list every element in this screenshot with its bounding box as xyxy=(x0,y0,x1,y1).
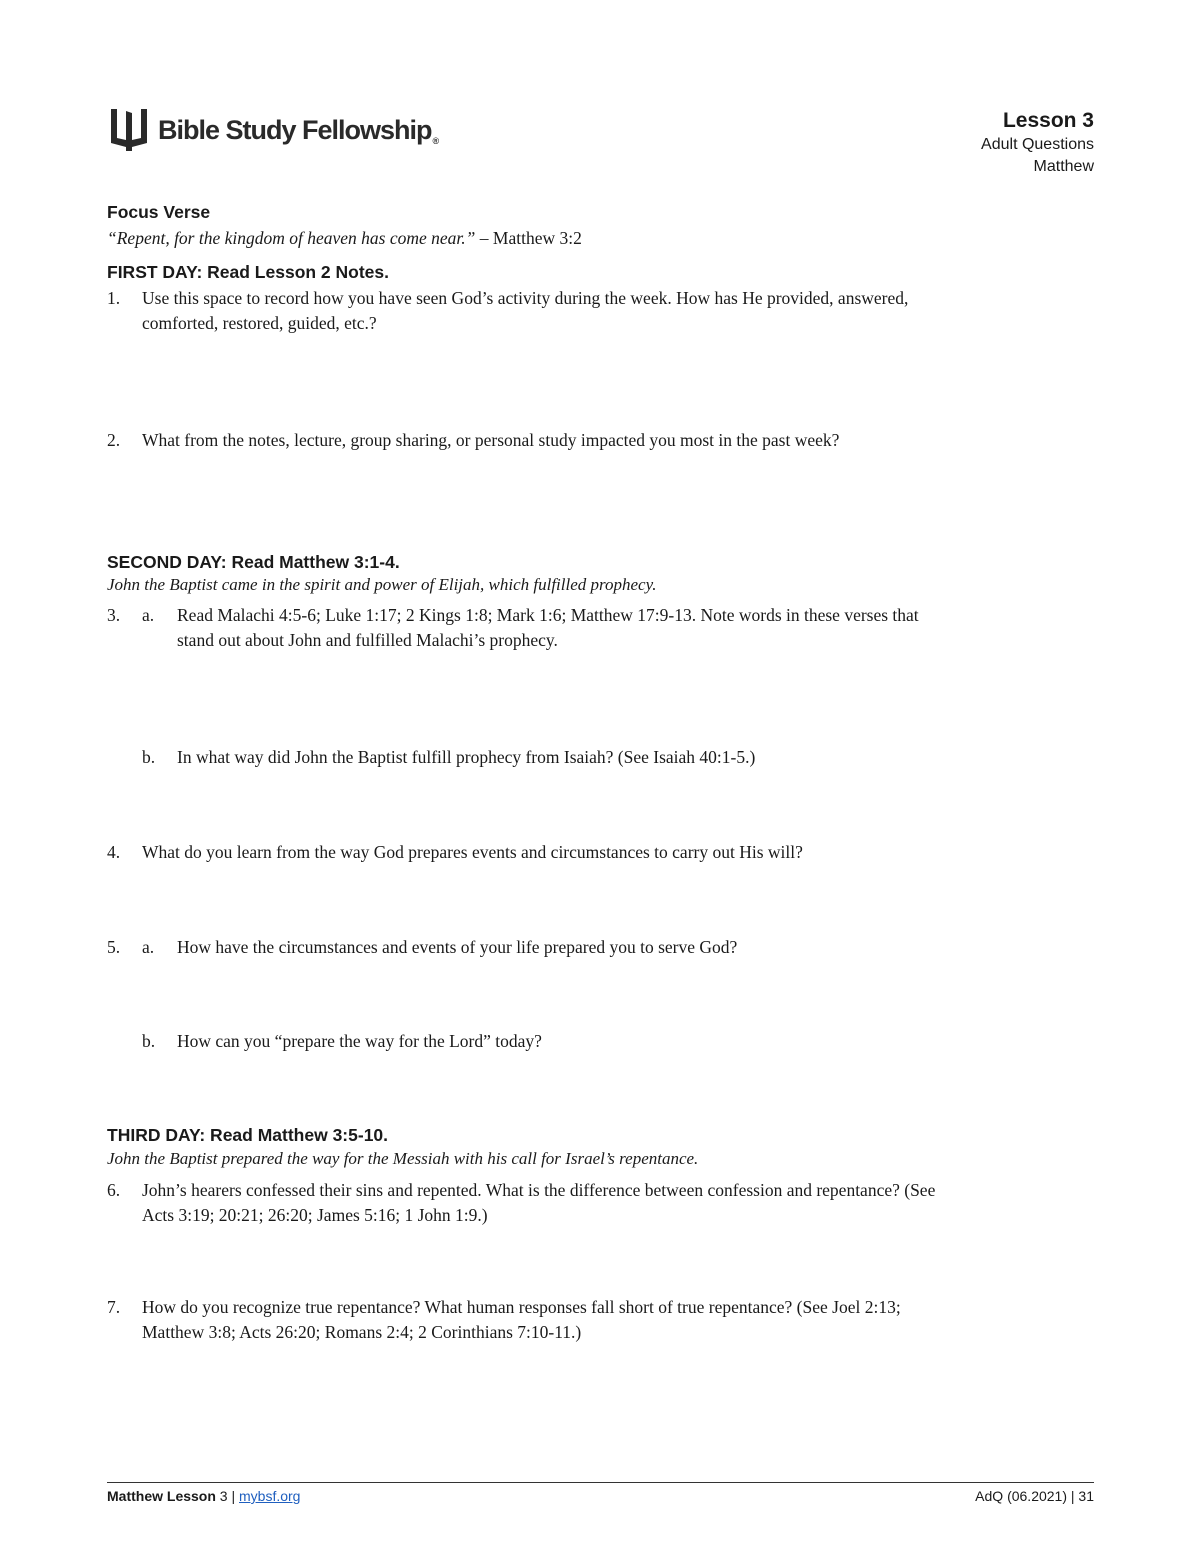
question-6-line-1: John’s hearers confessed their sins and repented. What is the difference between confession and repentance? (See xyxy=(142,1180,936,1200)
focus-verse-text: “Repent, for the kingdom of heaven has come near.” xyxy=(107,228,476,248)
question-3a-letter: a. xyxy=(142,605,155,625)
footer-title: Matthew Lesson xyxy=(107,1488,216,1504)
question-7-line-2: Matthew 3:8; Acts 26:20; Romans 2:4; 2 Corinthians 7:10-11.) xyxy=(142,1322,582,1342)
third-day-heading: THIRD DAY: Read Matthew 3:5-10. xyxy=(107,1125,389,1145)
question-5b-letter: b. xyxy=(142,1031,156,1051)
second-day-intro: John the Baptist came in the spirit and power of Elijah, which fulfilled prophecy. xyxy=(107,575,657,594)
question-number-7: 7. xyxy=(107,1297,121,1317)
footer-divider xyxy=(107,1482,1094,1483)
first-day-heading: FIRST DAY: Read Lesson 2 Notes. xyxy=(107,262,390,282)
question-1-line-1: Use this space to record how you have seen God’s activity during the week. How has He provided, answered, xyxy=(142,288,909,308)
focus-verse xyxy=(107,226,582,251)
footer-website-link[interactable]: mybsf.org xyxy=(239,1488,301,1504)
question-3a-line-2: stand out about John and fulfilled Malachi’s prophecy. xyxy=(177,630,558,650)
question-3b: In what way did John the Baptist fulfill prophecy from Isaiah? (See Isaiah 40:1-5.) xyxy=(177,747,756,767)
book-logo-icon xyxy=(108,105,150,153)
question-2: What from the notes, lecture, group sharing, or personal study impacted you most in the past week? xyxy=(142,430,840,450)
question-1 xyxy=(142,286,1092,336)
lesson-header xyxy=(981,108,1094,178)
third-day-intro: John the Baptist prepared the way for the Messiah with his call for Israel’s repentance. xyxy=(107,1149,699,1168)
question-1-line-2: comforted, restored, guided, etc.? xyxy=(142,313,377,333)
footer-left xyxy=(107,1488,300,1504)
question-7 xyxy=(142,1295,1092,1345)
question-number-5: 5. xyxy=(107,937,121,957)
brand-name: Bible Study Fellowship® xyxy=(158,114,439,146)
question-number-4: 4. xyxy=(107,842,121,862)
question-5a: How have the circumstances and events of your life prepared you to serve God? xyxy=(177,937,738,957)
question-4: What do you learn from the way God prepares events and circumstances to carry out His will? xyxy=(142,842,803,862)
bsf-logo xyxy=(108,104,438,154)
question-3a-line-1: Read Malachi 4:5-6; Luke 1:17; 2 Kings 1:8; Mark 1:6; Matthew 17:9-13. Note words in these verses that xyxy=(177,605,919,625)
focus-verse-title: Focus Verse xyxy=(107,202,211,222)
question-3b-letter: b. xyxy=(142,747,156,767)
question-3a xyxy=(177,603,1092,653)
question-5a-letter: a. xyxy=(142,937,155,957)
question-5b: How can you “prepare the way for the Lord” today? xyxy=(177,1031,542,1051)
lesson-book: Matthew xyxy=(1033,158,1094,175)
question-number-1: 1. xyxy=(107,288,121,308)
question-7-line-1: How do you recognize true repentance? What human responses fall short of true repentance? (See Joel 2:13; xyxy=(142,1297,901,1317)
footer-lesson-number: 3 | xyxy=(215,1488,239,1504)
second-day-heading: SECOND DAY: Read Matthew 3:1-4. xyxy=(107,552,400,572)
footer-page-info: AdQ (06.2021) | 31 xyxy=(975,1488,1094,1504)
lesson-type: Adult Questions xyxy=(981,136,1094,153)
question-number-6: 6. xyxy=(107,1180,121,1200)
question-number-3: 3. xyxy=(107,605,121,625)
lesson-title: Lesson 3 xyxy=(1002,109,1094,132)
question-number-2: 2. xyxy=(107,430,121,450)
focus-verse-ref: – Matthew 3:2 xyxy=(475,228,582,248)
question-6-line-2: Acts 3:19; 20:21; 26:20; James 5:16; 1 John 1:9.) xyxy=(142,1205,488,1225)
question-6 xyxy=(142,1178,1092,1228)
